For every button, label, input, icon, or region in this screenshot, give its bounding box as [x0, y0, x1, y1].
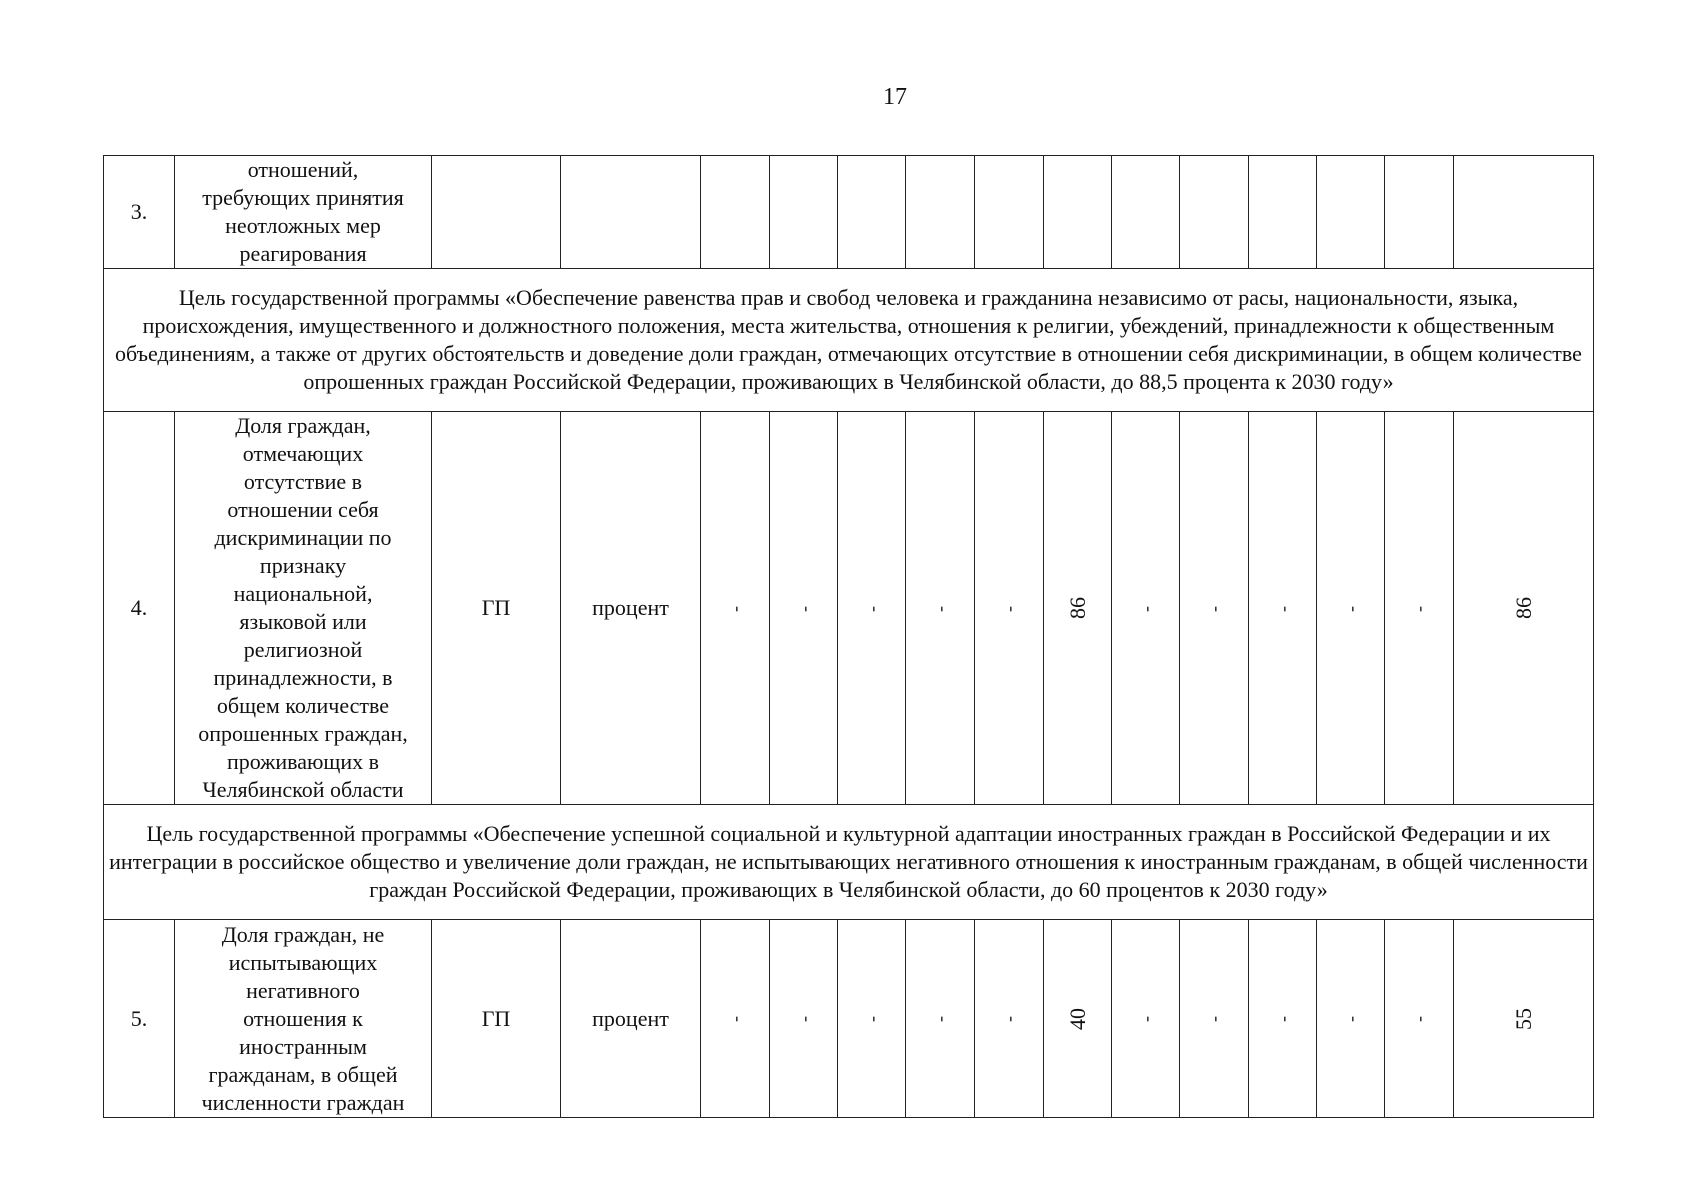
unit-cell: процент [561, 412, 701, 805]
year-value: - [838, 412, 906, 805]
year-value: 40 [1044, 920, 1112, 1118]
table-row [104, 920, 1594, 1118]
year-value: - [701, 412, 770, 805]
total-value: 55 [1454, 920, 1594, 1118]
unit-cell [561, 156, 701, 269]
year-value: - [906, 412, 975, 805]
year-value [838, 156, 906, 269]
source-cell: ГП [432, 920, 561, 1118]
source-cell: ГП [432, 412, 561, 805]
total-value [1454, 156, 1594, 269]
year-value: - [1180, 412, 1249, 805]
goal-row [104, 269, 1594, 412]
row-number: 4. [104, 412, 175, 805]
indicator-name: Доля граждан, отмечающих отсутствие в отношении себя дискриминации по признаку национальной, языковой или религиозной принадлежности, в общем количестве опрошенных граждан, проживающих в Челябинской области [175, 412, 432, 805]
year-value: - [906, 920, 975, 1118]
year-value: - [770, 920, 838, 1118]
goal-row [104, 805, 1594, 920]
year-value: - [1112, 412, 1180, 805]
year-value [1249, 156, 1317, 269]
year-value [906, 156, 975, 269]
year-value: - [701, 920, 770, 1118]
year-value: 86 [1044, 412, 1112, 805]
year-value [1044, 156, 1112, 269]
page-number: 17 [883, 84, 907, 110]
indicator-name: Доля граждан, не испытывающих негативного отношения к иностранным гражданам, в общей численности граждан [175, 920, 432, 1118]
year-value [975, 156, 1044, 269]
row-number: 5. [104, 920, 175, 1118]
year-value: - [1249, 920, 1317, 1118]
year-value: - [1385, 412, 1454, 805]
indicator-name: отношений, требующих принятия неотложных мер реагирования [175, 156, 432, 269]
goal-text: Цель государственной программы «Обеспечение успешной социальной и культурной адаптации иностранных граждан в Российской Федерации и их интеграции в российское общество и увеличение доли граждан, не испытывающих негативного отношения к иностранным гражданам, в общей численности граждан Российской Федерации, проживающих в Челябинской области, до 60 процентов к 2030 году» [104, 805, 1594, 920]
year-value: - [975, 920, 1044, 1118]
source-cell [432, 156, 561, 269]
year-value: - [1249, 412, 1317, 805]
year-value: - [770, 412, 838, 805]
total-value: 86 [1454, 412, 1594, 805]
year-value: - [975, 412, 1044, 805]
year-value: - [1385, 920, 1454, 1118]
year-value: - [1180, 920, 1249, 1118]
year-value: - [1317, 920, 1385, 1118]
year-value [1317, 156, 1385, 269]
year-value: - [1317, 412, 1385, 805]
year-value [1112, 156, 1180, 269]
table-row [104, 156, 1594, 269]
year-value: - [838, 920, 906, 1118]
year-value [770, 156, 838, 269]
row-number: 3. [104, 156, 175, 269]
indicators-table [103, 155, 1594, 1118]
unit-cell: процент [561, 920, 701, 1118]
goal-text: Цель государственной программы «Обеспечение равенства прав и свобод человека и гражданина независимо от расы, национальности, языка, происхождения, имущественного и должностного положения, места жительства, отношения к религии, убеждений, принадлежности к общественным объединениям, а также от других обстоятельств и доведение доли граждан, отмечающих отсутствие в отношении себя дискриминации, в общем количестве опрошенных граждан Российской Федерации, проживающих в Челябинской области, до 88,5 процента к 2030 году» [104, 269, 1594, 412]
year-value [1385, 156, 1454, 269]
table-row [104, 412, 1594, 805]
year-value [701, 156, 770, 269]
year-value [1180, 156, 1249, 269]
year-value: - [1112, 920, 1180, 1118]
